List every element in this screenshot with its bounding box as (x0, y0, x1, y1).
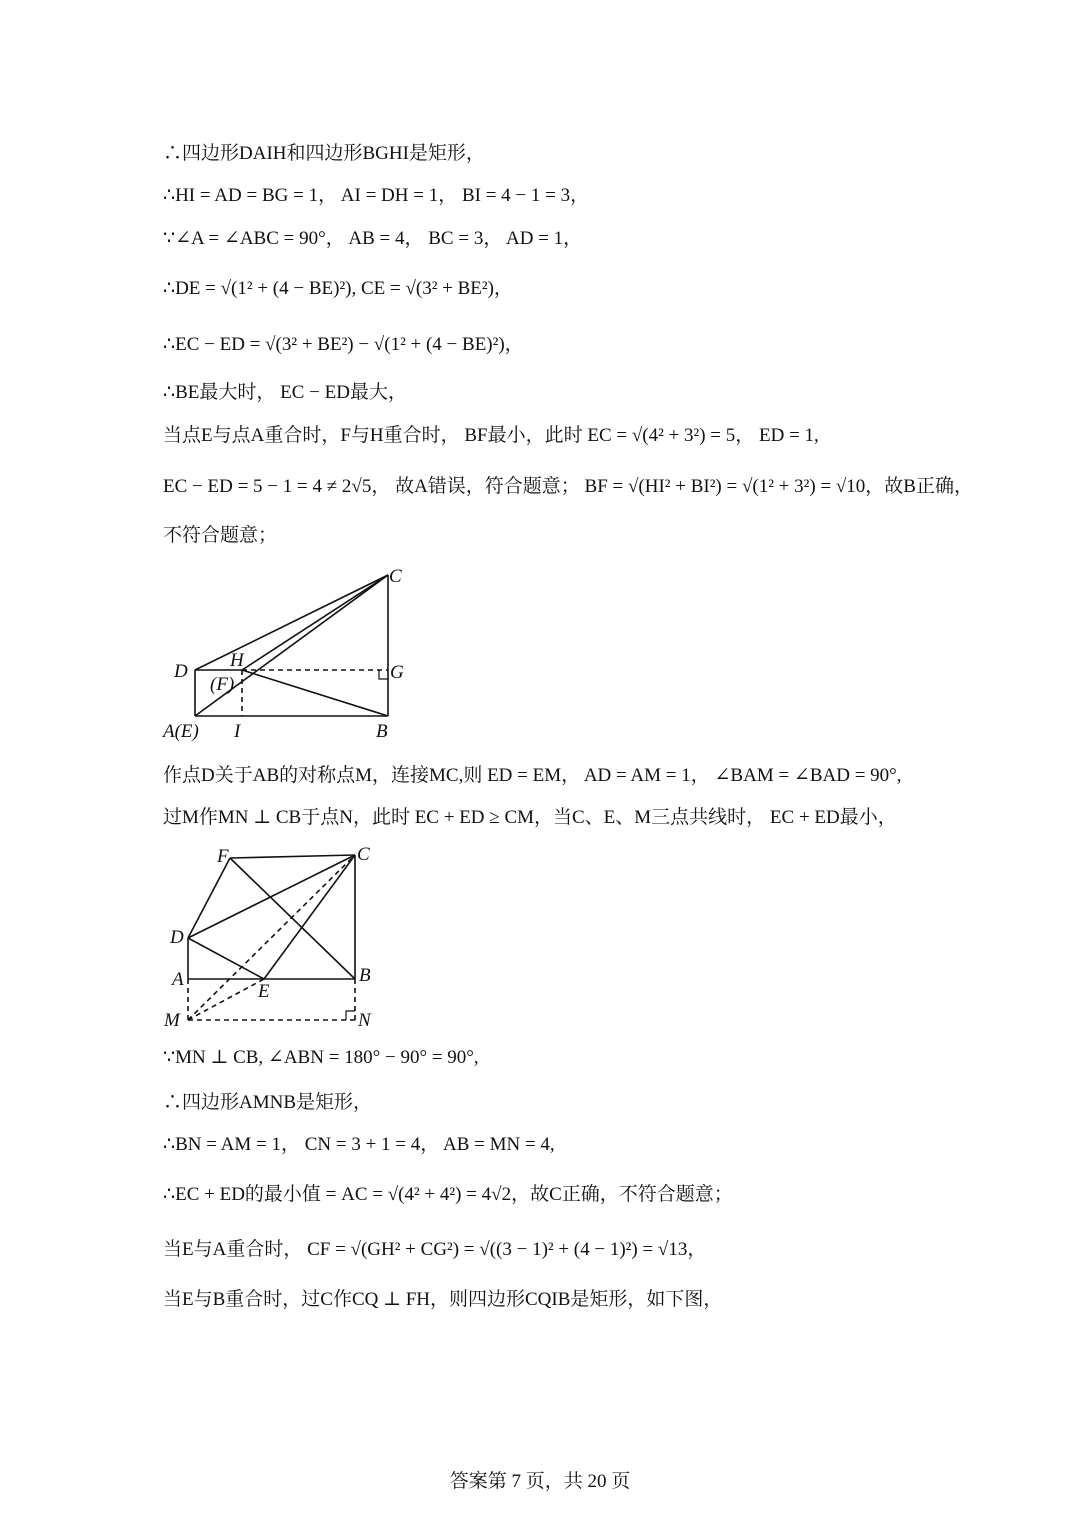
segment-DC (188, 855, 355, 938)
text-line-12: ∵MN ⊥ CB, ∠ABN = 180° − 90° = 90°, (163, 1047, 479, 1068)
label-M: M (164, 1010, 180, 1031)
segment-HB (242, 670, 388, 716)
label-B: B (376, 721, 388, 742)
segment-FC (230, 855, 355, 858)
segment-ME-dashed (188, 979, 264, 1020)
right-angle-mark-G (379, 670, 388, 679)
segment-DF (188, 858, 230, 938)
text-line-16: 当E与A重合时， CF = √(GH² + CG²) = √((3 − 1)² + (4 − 1)²) = √13， (163, 1239, 707, 1260)
label-A-E: A(E) (163, 721, 199, 742)
label-G: G (390, 662, 404, 683)
text-line-1: ∴四边形DAIH和四边形BGHI是矩形， (163, 143, 485, 164)
text-line-2: ∴HI = AD = BG = 1， AI = DH = 1， BI = 4 − 1 = 3， (163, 185, 590, 206)
label-A: A (172, 969, 184, 990)
figure-2-diagram (150, 835, 390, 1040)
text-line-6: ∴BE最大时， EC − ED最大， (163, 382, 407, 403)
text-line-17: 当E与B重合时，过C作CQ ⊥ FH，则四边形CQIB是矩形，如下图， (163, 1289, 723, 1310)
label-F: (F) (210, 674, 235, 695)
segment-DC (195, 575, 388, 670)
label-E: E (258, 981, 270, 1002)
text-line-13: ∴四边形AMNB是矩形， (163, 1092, 373, 1113)
text-line-9: 不符合题意； (163, 525, 278, 546)
text-line-4: ∴DE = √(1² + (4 − BE)²), CE = √(3² + BE²)， (163, 278, 513, 299)
label-D: D (170, 927, 184, 948)
label-F: F (217, 846, 229, 867)
text-line-5: ∴EC − ED = √(3² + BE²) − √(1² + (4 − BE)²)， (163, 334, 524, 355)
text-line-11: 过M作MN ⊥ CB于点N，此时 EC + ED ≥ CM，当C、E、M三点共线时， EC + ED最小， (163, 807, 897, 828)
label-N: N (358, 1010, 371, 1031)
page-footer: 答案第 7 页，共 20 页 (449, 1471, 631, 1492)
text-line-10: 作点D关于AB的对称点M，连接MC,则 ED = EM， AD = AM = 1， ∠BAM = ∠BAD = 90°, (163, 765, 902, 786)
text-line-14: ∴BN = AM = 1， CN = 3 + 1 = 4， AB = MN = 4, (163, 1134, 555, 1155)
segment-HC (242, 575, 388, 670)
right-angle-mark-N (346, 1011, 355, 1020)
text-line-8: EC − ED = 5 − 1 = 4 ≠ 2√5， 故A错误，符合题意； BF = √(HI² + BI²) = √(1² + 3²) = √10，故B正确， (163, 476, 973, 497)
figure-1-diagram (150, 555, 430, 755)
segment-DE (188, 938, 264, 979)
label-D: D (174, 661, 188, 682)
segment-EC (264, 855, 355, 979)
label-C: C (357, 844, 370, 865)
label-I: I (234, 721, 241, 742)
segment-MC-dashed (188, 855, 355, 1020)
label-H: H (230, 650, 244, 671)
text-line-3: ∵∠A = ∠ABC = 90°， AB = 4， BC = 3， AD = 1， (163, 228, 583, 249)
label-C: C (389, 566, 402, 587)
text-line-7: 当点E与点A重合时，F与H重合时， BF最小，此时 EC = √(4² + 3²) = 5， ED = 1, (163, 425, 819, 446)
text-line-15: ∴EC + ED的最小值 = AC = √(4² + 4²) = 4√2，故C正确，不符合题意； (163, 1184, 733, 1205)
label-B: B (359, 965, 371, 986)
